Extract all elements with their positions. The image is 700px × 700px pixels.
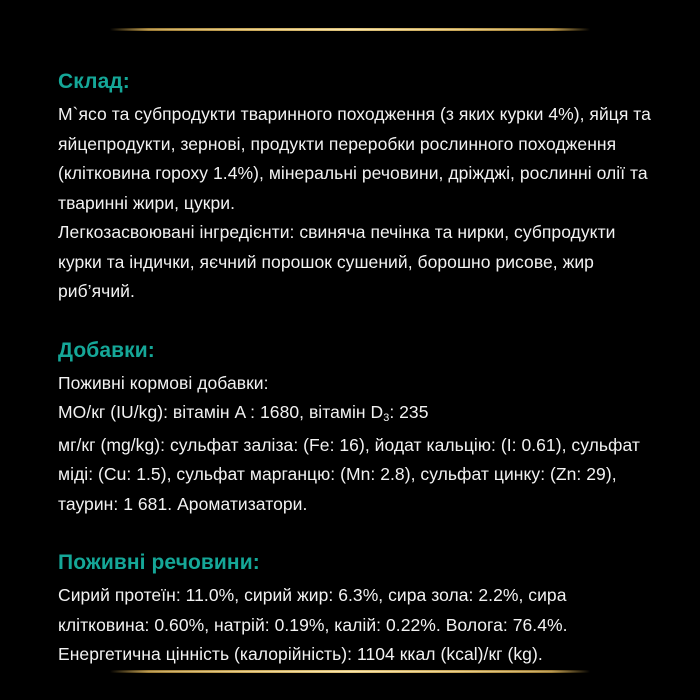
spacer-after-additives xyxy=(58,519,658,549)
section-additives xyxy=(58,337,658,520)
bottom-gold-divider xyxy=(110,670,590,673)
additives-line-2 xyxy=(58,398,658,431)
composition-heading: Склад: xyxy=(58,70,130,93)
vitamin-d3-subscript: 3 xyxy=(383,412,390,425)
section-composition xyxy=(58,68,658,307)
top-gold-divider xyxy=(110,28,590,31)
nutrients-line-2: Енергетична цінність (калорійність): 1104 ккал (kcal)/кг (kg). xyxy=(58,644,543,664)
nutrients-line-1: Сирий протеїн: 11.0%, сирий жир: 6.3%, сира зола: 2.2%, сира клітковина: 0.60%, натрій: 0.19%, калій: 0.22%. Волога: 76.4%. xyxy=(58,585,568,635)
label-content xyxy=(58,68,658,670)
additives-line-3: мг/кг (mg/kg): сульфат заліза: (Fe: 16), йодат кальцію: (I: 0.61), сульфат міді: (Cu: 1.5), сульфат марганцю: (Mn: 2.8), сульфат цинку: (Zn: 29), таурин: 1 681. Ароматизатори. xyxy=(58,434,640,514)
additives-line-2-suffix: : 235 xyxy=(389,402,429,422)
spacer-after-composition xyxy=(58,307,658,337)
additives-line-2-prefix: МО/кг (IU/kg): вітамін A : 1680, вітамін D xyxy=(58,402,384,422)
additives-line-1: Поживні кормові добавки: xyxy=(58,372,269,393)
nutrients-heading: Поживні речовини: xyxy=(58,551,260,574)
composition-paragraph-2: Легкозасвоювані інгредієнти: свиняча печінка та нирки, субпродукти курки та індички, яєчний порошок сушений, борошно рисове, жир риб’ячий. xyxy=(58,222,616,301)
composition-paragraph-1: М`ясо та субпродукти тваринного походження (з яких курки 4%), яйця та яйцепродукти, зернові, продукти переробки рослинного походження (клітковина гороху 1.4%), мінеральні речовини, дріжджі, рослинні олії та тваринні жири, цукри. xyxy=(58,104,651,213)
additives-heading: Добавки: xyxy=(58,338,155,362)
section-nutrients xyxy=(58,549,658,670)
